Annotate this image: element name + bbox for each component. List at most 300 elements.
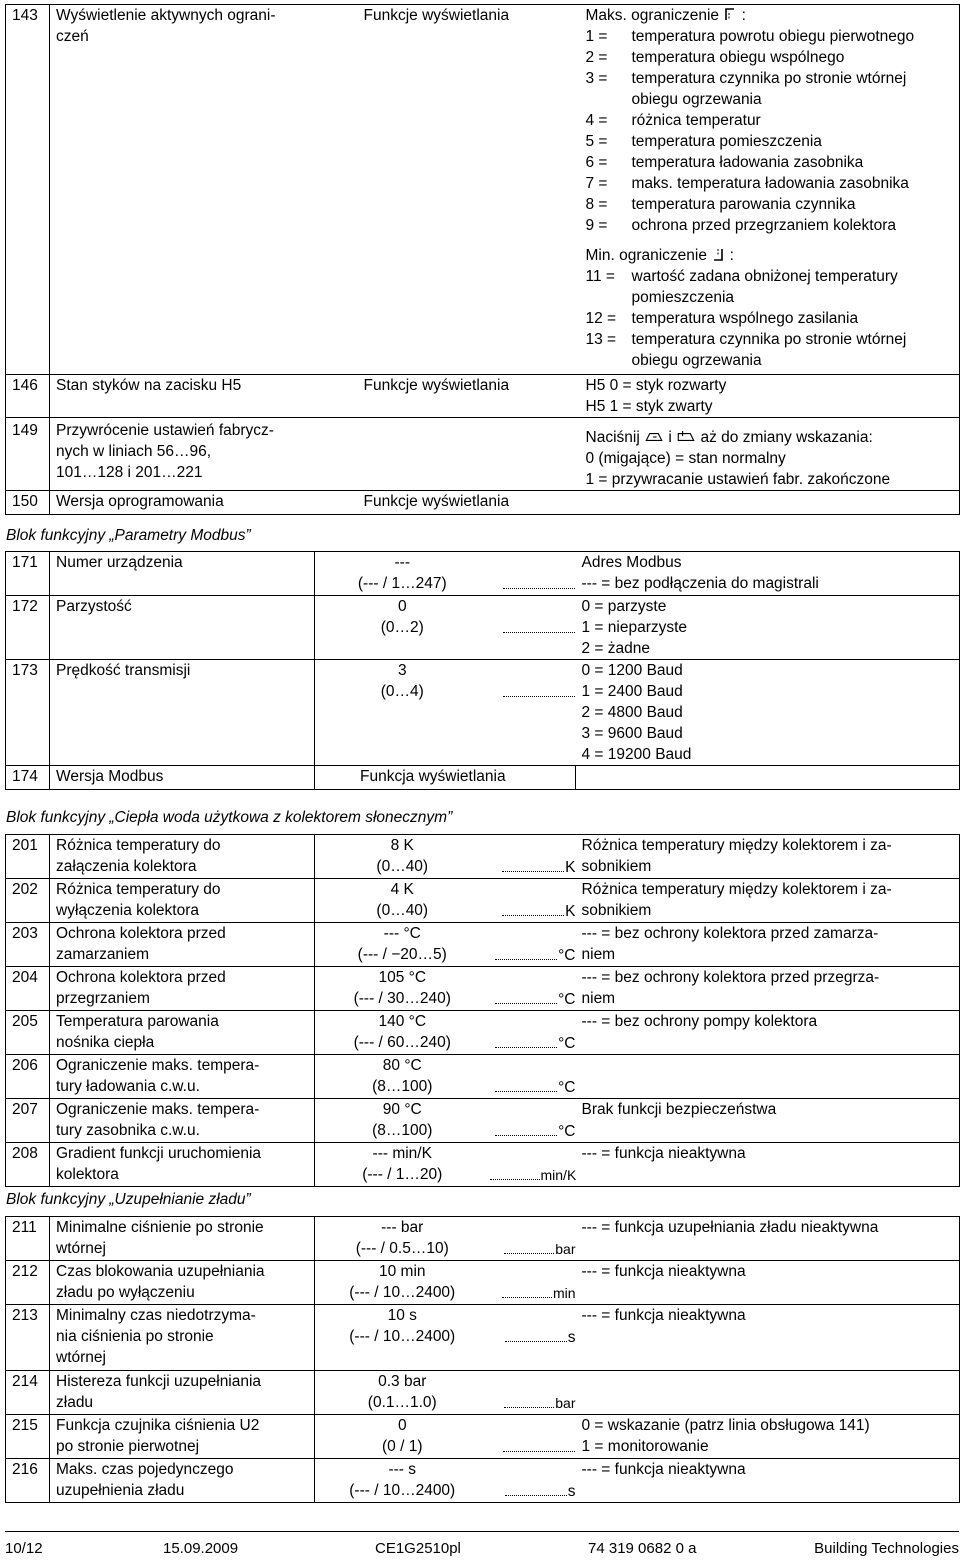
desc-line: Różnica temperatury między kolektorem i za- xyxy=(581,837,892,854)
setting-unit: °C xyxy=(558,991,576,1008)
setting-unit: min/K xyxy=(540,1167,577,1183)
default-value: 90 °C xyxy=(382,1101,422,1118)
setting-entry-blank[interactable] xyxy=(502,900,564,916)
value-range: (--- / −20…5) xyxy=(357,946,447,963)
limit-text: temperatura obiegu wspólnego xyxy=(631,49,845,66)
line-function: Funkcje wyświetlania xyxy=(358,375,580,418)
refill-table xyxy=(5,1216,960,1503)
line-description xyxy=(576,967,960,1011)
line-name xyxy=(50,660,315,766)
limit-code: 1 = xyxy=(585,28,608,45)
setting-unit: K xyxy=(565,903,576,920)
line-name-part: załączenia kolektora xyxy=(56,858,197,875)
line-name-part: nia ciśnienia po stronie xyxy=(56,1328,214,1345)
value-range: (--- / 0.5…10) xyxy=(355,1240,449,1257)
setting-entry-blank[interactable] xyxy=(503,1436,575,1452)
setting-entry-blank[interactable] xyxy=(495,1120,557,1136)
setting-entry-blank[interactable] xyxy=(502,1282,552,1298)
line-name-part: Histereza funkcji uzupełniania xyxy=(56,1373,262,1390)
line-number: 203 xyxy=(6,923,50,967)
default-value-cell xyxy=(315,1217,490,1261)
limit-code: 13 = xyxy=(585,331,617,348)
setting-entry-cell xyxy=(490,660,576,766)
table-row xyxy=(6,1305,960,1371)
line-description xyxy=(576,552,960,596)
setting-entry-blank[interactable] xyxy=(495,988,557,1004)
table-row xyxy=(6,923,960,967)
line-description xyxy=(576,596,960,660)
value-range: (--- / 60…240) xyxy=(353,1034,451,1051)
table-row xyxy=(6,552,960,596)
table-row xyxy=(6,1143,960,1187)
modbus-table xyxy=(5,551,960,790)
max-limit-heading: Maks. ograniczenie : xyxy=(585,7,746,24)
desc-line: --- = bez ochrony kolektora przed przegrza- xyxy=(581,969,880,986)
line-name xyxy=(50,1099,315,1143)
default-value: 3 xyxy=(397,662,407,679)
setting-unit: bar xyxy=(555,1241,576,1257)
page-number: 10/12 xyxy=(5,1540,43,1557)
limit-text: temperatura powrotu obiegu pierwotnego xyxy=(631,28,915,45)
line-name-part: zamarzaniem xyxy=(56,946,150,963)
limit-item xyxy=(586,47,960,68)
plus-key-icon xyxy=(676,431,696,443)
line-number: 211 xyxy=(6,1217,50,1261)
limit-item xyxy=(586,131,960,152)
desc-line: 2 = 4800 Baud xyxy=(581,704,683,721)
line-description xyxy=(576,1217,960,1261)
limit-item xyxy=(586,308,960,329)
limit-code: 8 = xyxy=(585,196,608,213)
line-name xyxy=(50,1055,315,1099)
table-row xyxy=(6,1011,960,1055)
setting-entry-blank[interactable] xyxy=(504,1238,554,1254)
line-name-part: Funkcja czujnika ciśnienia U2 xyxy=(56,1417,260,1434)
page-footer xyxy=(5,1531,959,1557)
line-name-part: Ograniczenie maks. tempera- xyxy=(56,1101,260,1118)
value-range: (0…40) xyxy=(376,902,429,919)
value-range: (0…4) xyxy=(380,683,424,700)
line-name-part: zładu xyxy=(56,1394,94,1411)
line-number: 206 xyxy=(6,1055,50,1099)
desc-line: --- = funkcja nieaktywna xyxy=(581,1461,746,1478)
setting-entry-cell xyxy=(490,596,576,660)
line-name-part: Ograniczenie maks. tempera- xyxy=(56,1057,260,1074)
line-name xyxy=(50,967,315,1011)
min-limit-icon xyxy=(711,247,725,262)
table-row xyxy=(6,879,960,923)
setting-entry-cell xyxy=(490,1459,576,1503)
setting-unit: min xyxy=(552,1285,576,1301)
desc-line: Różnica temperatury między kolektorem i za- xyxy=(581,881,892,898)
line-name-part: tury ładowania c.w.u. xyxy=(56,1078,200,1095)
line-name-part: tury zasobnika c.w.u. xyxy=(56,1122,200,1139)
setting-entry-blank[interactable] xyxy=(503,681,575,697)
line-number: 208 xyxy=(6,1143,50,1187)
setting-entry-blank[interactable] xyxy=(495,1076,557,1092)
line-description xyxy=(576,1143,960,1187)
limit-text: obiegu ogrzewania xyxy=(631,352,762,369)
line-name xyxy=(50,1261,315,1305)
desc-line: niem xyxy=(581,946,616,963)
default-value-cell xyxy=(315,1305,490,1371)
table-row xyxy=(6,5,960,375)
limit-item xyxy=(586,329,960,350)
line-name xyxy=(50,1217,315,1261)
line-number: 172 xyxy=(6,596,50,660)
line-number: 213 xyxy=(6,1305,50,1371)
line-description xyxy=(576,1459,960,1503)
limit-item xyxy=(586,287,960,308)
setting-entry-blank[interactable] xyxy=(490,1164,540,1180)
line-description xyxy=(580,5,960,375)
limit-item xyxy=(586,89,960,110)
default-value: 8 K xyxy=(390,837,414,854)
press-instruction: Naciśnij i aż do zmiany wskazania: xyxy=(585,429,873,446)
setting-entry-cell xyxy=(490,967,576,1011)
table-row xyxy=(6,418,960,491)
setting-unit: °C xyxy=(558,1035,576,1052)
desc-line: H5 1 = styk zwarty xyxy=(585,398,713,415)
setting-unit: bar xyxy=(555,1395,576,1411)
default-value: 80 °C xyxy=(382,1057,422,1074)
setting-entry-blank[interactable] xyxy=(503,617,575,633)
min-limit-label: Min. ograniczenie xyxy=(585,247,707,264)
limit-text: temperatura wspólnego zasilania xyxy=(631,310,859,327)
company-name: Building Technologies xyxy=(814,1540,959,1557)
max-limit-label: Maks. ograniczenie xyxy=(585,7,720,24)
default-value-cell xyxy=(315,879,490,923)
line-name: Wersja oprogramowania xyxy=(50,491,358,515)
default-value: --- min/K xyxy=(372,1145,432,1162)
setting-entry-blank[interactable] xyxy=(495,944,557,960)
limit-text: obiegu ogrzewania xyxy=(631,91,762,108)
section-heading-solar: Blok funkcyjny „Ciepła woda użytkowa z kolektorem słonecznym” xyxy=(6,809,453,826)
line-name-part: Przywrócenie ustawień fabrycz- xyxy=(56,422,274,439)
line-name-part: czeń xyxy=(56,28,89,45)
line-name-part: Maks. czas pojedynczego xyxy=(56,1461,234,1478)
line-name xyxy=(50,879,315,923)
desc-line: 2 = żadne xyxy=(581,640,651,657)
desc-line: --- = funkcja nieaktywna xyxy=(581,1145,746,1162)
table-row xyxy=(6,660,960,766)
setting-entry-cell xyxy=(490,923,576,967)
line-description xyxy=(580,375,960,418)
section-heading-modbus: Blok funkcyjny „Parametry Modbus” xyxy=(6,527,251,544)
value-range: (--- / 10…2400) xyxy=(349,1328,456,1345)
desc-line: --- = bez ochrony kolektora przed zamarza- xyxy=(581,925,879,942)
desc-line: sobnikiem xyxy=(581,902,652,919)
limit-code xyxy=(586,287,632,308)
line-name-part: Różnica temperatury do xyxy=(56,881,221,898)
line-function: Funkcje wyświetlania xyxy=(358,5,580,375)
default-value-cell xyxy=(315,835,490,879)
limit-code: 9 = xyxy=(585,217,608,234)
desc-line: 0 = parzyste xyxy=(581,598,667,615)
default-value-cell xyxy=(315,1011,490,1055)
line-name-part: nośnika ciepła xyxy=(56,1034,155,1051)
value-range: (--- / 30…240) xyxy=(353,990,451,1007)
default-value: 10 s xyxy=(387,1307,417,1324)
default-value: 10 min xyxy=(378,1263,426,1280)
line-name xyxy=(50,1459,315,1503)
line-name-part: kolektora xyxy=(56,1166,119,1183)
setting-entry-cell xyxy=(490,1143,576,1187)
default-value: 0.3 bar xyxy=(378,1373,427,1390)
line-name-part: po stronie pierwotnej xyxy=(56,1438,200,1455)
limit-code xyxy=(586,350,632,371)
setting-unit: °C xyxy=(558,1123,576,1140)
desc-line: Adres Modbus xyxy=(581,554,682,571)
limit-text: temperatura czynnika po stronie wtórnej xyxy=(631,70,907,87)
limit-item xyxy=(586,266,960,287)
table-row xyxy=(6,1459,960,1503)
limit-text: wartość zadana obniżonej temperatury xyxy=(631,268,898,285)
setting-unit: K xyxy=(565,859,576,876)
line-description xyxy=(576,1371,960,1415)
line-name-part: Ochrona kolektora przed xyxy=(56,925,226,942)
limit-code: 2 = xyxy=(585,49,608,66)
setting-unit: °C xyxy=(558,947,576,964)
line-name-part: zładu po wyłączeniu xyxy=(56,1284,195,1301)
line-description xyxy=(576,1261,960,1305)
line-name xyxy=(50,1143,315,1187)
default-value-cell xyxy=(315,552,490,596)
value-range: (8…100) xyxy=(372,1122,433,1139)
value-range: (--- / 10…2400) xyxy=(349,1482,456,1499)
line-name xyxy=(50,1305,315,1371)
minus-key-icon xyxy=(644,431,664,443)
limit-text: różnica temperatur xyxy=(631,112,761,129)
line-name-part: Temperatura parowania xyxy=(56,1013,219,1030)
default-value-cell xyxy=(315,1415,490,1459)
default-value: --- bar xyxy=(381,1219,424,1236)
line-description xyxy=(576,923,960,967)
value-range: (--- / 1…20) xyxy=(362,1166,443,1183)
table-row xyxy=(6,375,960,418)
default-value-cell xyxy=(315,1261,490,1305)
table-row xyxy=(6,1371,960,1415)
line-description xyxy=(576,660,960,766)
line-number: 146 xyxy=(6,375,50,418)
default-value: 4 K xyxy=(390,881,414,898)
limit-code: 7 = xyxy=(585,175,608,192)
desc-line: --- = funkcja nieaktywna xyxy=(581,1307,746,1324)
line-description xyxy=(576,835,960,879)
line-name-part: wtórnej xyxy=(56,1349,106,1366)
line-description xyxy=(576,1011,960,1055)
limit-code: 11 = xyxy=(585,268,615,285)
line-name-part: Prędkość transmisji xyxy=(56,662,191,679)
limit-code xyxy=(586,89,632,110)
limit-text: temperatura pomieszczenia xyxy=(631,133,822,150)
line-number: 207 xyxy=(6,1099,50,1143)
setting-entry-cell xyxy=(490,1305,576,1371)
line-function: Funkcje wyświetlania xyxy=(358,491,580,515)
setting-entry-blank[interactable] xyxy=(502,856,564,872)
line-name xyxy=(50,1371,315,1415)
setting-entry-blank[interactable] xyxy=(503,573,575,589)
desc-line: sobnikiem xyxy=(581,858,652,875)
value-range: (--- / 1…247) xyxy=(357,575,447,592)
line-name xyxy=(50,552,315,596)
value-range: (0.1…1.0) xyxy=(367,1394,437,1411)
default-value-cell xyxy=(315,1371,490,1415)
line-description xyxy=(576,1099,960,1143)
default-value-cell xyxy=(315,1055,490,1099)
desc-line: --- = bez ochrony pompy kolektora xyxy=(581,1013,818,1030)
table-row xyxy=(6,1415,960,1459)
line-number: 201 xyxy=(6,835,50,879)
default-value: 0 xyxy=(397,598,407,615)
limit-text: pomieszczenia xyxy=(631,289,735,306)
table-row xyxy=(6,1217,960,1261)
table-row xyxy=(6,766,960,790)
desc-line: 0 (migające) = stan normalny xyxy=(585,450,786,467)
setting-entry-cell xyxy=(490,1011,576,1055)
desc-line: 0 = wskazanie (patrz linia obsługowa 141) xyxy=(581,1417,870,1434)
line-number: 173 xyxy=(6,660,50,766)
line-name-part: Czas blokowania uzupełniania xyxy=(56,1263,265,1280)
document-id: CE1G2510pl xyxy=(375,1540,461,1557)
line-description xyxy=(576,879,960,923)
limit-item xyxy=(586,215,960,236)
setting-unit: s xyxy=(567,1329,576,1346)
limit-text: temperatura ładowania zasobnika xyxy=(631,154,864,171)
limit-item xyxy=(586,68,960,89)
display-functions-table xyxy=(5,4,960,515)
line-name-part: Różnica temperatury do xyxy=(56,837,221,854)
setting-entry-blank[interactable] xyxy=(495,1032,557,1048)
footer-date: 15.09.2009 xyxy=(163,1540,239,1557)
table-row xyxy=(6,596,960,660)
line-function: Funkcja wyświetlania xyxy=(315,766,576,790)
limit-item xyxy=(586,173,960,194)
line-name: Wersja Modbus xyxy=(50,766,315,790)
line-number: 216 xyxy=(6,1459,50,1503)
line-name xyxy=(50,923,315,967)
line-name-part: wyłączenia kolektora xyxy=(56,902,200,919)
default-value-cell xyxy=(315,596,490,660)
line-name-part: Numer urządzenia xyxy=(56,554,183,571)
desc-line: --- = bez podłączenia do magistrali xyxy=(581,575,819,592)
line-name-part: Minimalne ciśnienie po stronie xyxy=(56,1219,264,1236)
default-value-cell xyxy=(315,1143,490,1187)
limit-text: temperatura czynnika po stronie wtórnej xyxy=(631,331,907,348)
line-name-part: uzupełnienia zładu xyxy=(56,1482,185,1499)
line-name-part: nych w liniach 56…96, xyxy=(56,443,212,460)
table-row xyxy=(6,1055,960,1099)
desc-line: 3 = 9600 Baud xyxy=(581,725,683,742)
line-name-part: wtórnej xyxy=(56,1240,106,1257)
max-limit-icon xyxy=(723,7,737,22)
line-number: 215 xyxy=(6,1415,50,1459)
limit-text: ochrona przed przegrzaniem kolektora xyxy=(631,217,896,234)
line-name-part: Parzystość xyxy=(56,598,132,615)
default-value-cell xyxy=(315,660,490,766)
limit-code: 5 = xyxy=(585,133,608,150)
section-heading-refill: Blok funkcyjny „Uzupełnianie zładu” xyxy=(6,1191,251,1208)
setting-entry-cell xyxy=(490,1261,576,1305)
desc-line: 4 = 19200 Baud xyxy=(581,746,692,763)
line-number: 174 xyxy=(6,766,50,790)
value-range: (0…2) xyxy=(380,619,424,636)
desc-line: 1 = 2400 Baud xyxy=(581,683,683,700)
table-row xyxy=(6,1261,960,1305)
setting-entry-blank[interactable] xyxy=(505,1480,567,1496)
limit-item xyxy=(586,26,960,47)
setting-entry-cell xyxy=(490,1099,576,1143)
setting-entry-blank[interactable] xyxy=(504,1392,554,1408)
max-limit-list xyxy=(586,26,960,236)
setting-entry-cell xyxy=(490,552,576,596)
limit-code: 12 = xyxy=(585,310,617,327)
default-value: 140 °C xyxy=(378,1013,427,1030)
default-value: --- °C xyxy=(383,925,421,942)
limit-code: 3 = xyxy=(585,70,608,87)
line-name-part: Ochrona kolektora przed xyxy=(56,969,226,986)
limit-code: 4 = xyxy=(585,112,608,129)
line-name-part: Gradient funkcji uruchomienia xyxy=(56,1145,262,1162)
line-name-part: 101…128 i 201…221 xyxy=(56,464,203,481)
setting-entry-cell xyxy=(490,1217,576,1261)
line-number: 212 xyxy=(6,1261,50,1305)
default-value-cell xyxy=(315,967,490,1011)
default-value-cell xyxy=(315,1099,490,1143)
limit-item xyxy=(586,194,960,215)
default-value: --- xyxy=(394,554,410,571)
line-description xyxy=(576,1415,960,1459)
default-value-cell xyxy=(315,923,490,967)
line-name xyxy=(50,1011,315,1055)
value-range: (--- / 10…2400) xyxy=(349,1284,456,1301)
line-name-part: Minimalny czas niedotrzyma- xyxy=(56,1307,256,1324)
table-row xyxy=(6,967,960,1011)
min-limit-heading: Min. ograniczenie : xyxy=(585,247,734,264)
line-number: 150 xyxy=(6,491,50,515)
limit-item xyxy=(586,110,960,131)
limit-item xyxy=(586,152,960,173)
default-value: 105 °C xyxy=(378,969,427,986)
table-row xyxy=(6,835,960,879)
line-number: 204 xyxy=(6,967,50,1011)
line-number: 143 xyxy=(6,5,50,375)
line-number: 205 xyxy=(6,1011,50,1055)
line-description xyxy=(576,1305,960,1371)
line-name-part: przegrzaniem xyxy=(56,990,150,1007)
limit-text: temperatura parowania czynnika xyxy=(631,196,856,213)
line-name xyxy=(50,1415,315,1459)
line-number: 214 xyxy=(6,1371,50,1415)
default-value: --- s xyxy=(388,1461,417,1478)
setting-entry-blank[interactable] xyxy=(505,1326,567,1342)
desc-line: 1 = monitorowanie xyxy=(581,1438,709,1455)
line-number: 171 xyxy=(6,552,50,596)
solar-table xyxy=(5,834,960,1187)
desc-line: 1 = przywracanie ustawień fabr. zakończone xyxy=(585,471,891,488)
desc-line: 0 = 1200 Baud xyxy=(581,662,683,679)
line-name xyxy=(50,596,315,660)
line-name-part: Wyświetlenie aktywnych ograni- xyxy=(56,7,276,24)
value-range: (0…40) xyxy=(376,858,429,875)
value-range: (8…100) xyxy=(372,1078,433,1095)
setting-entry-cell xyxy=(490,1415,576,1459)
limit-code: 6 = xyxy=(585,154,608,171)
line-name: Stan styków na zacisku H5 xyxy=(50,375,358,418)
min-limit-list xyxy=(586,266,960,371)
setting-entry-cell xyxy=(490,1371,576,1415)
default-value-cell xyxy=(315,1459,490,1503)
